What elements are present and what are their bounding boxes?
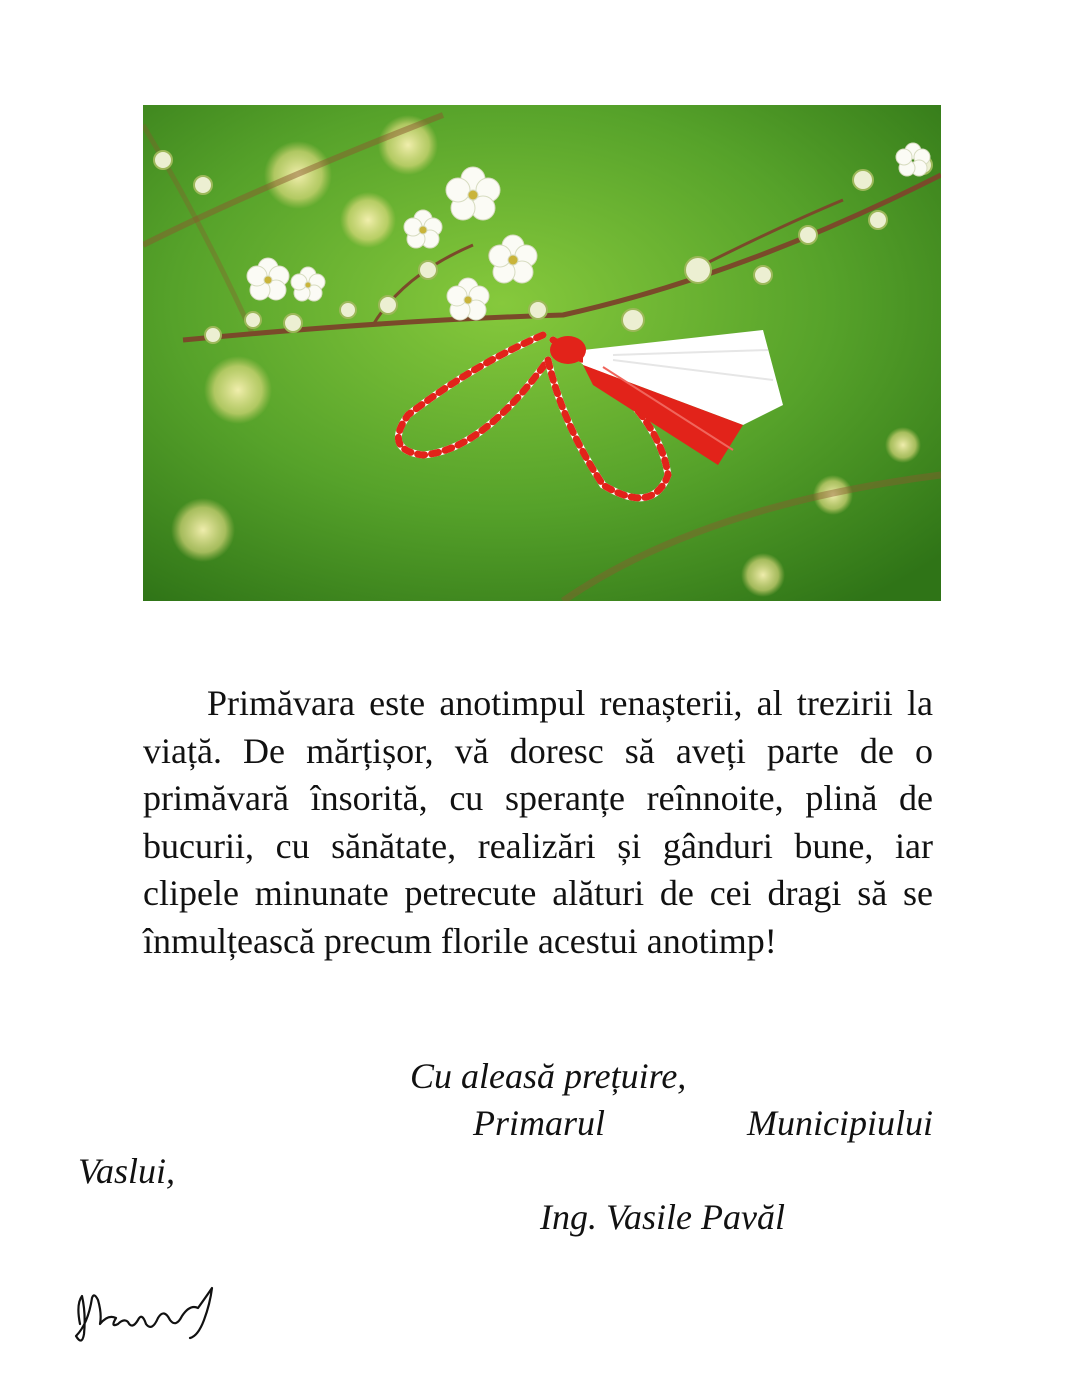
handwritten-signature [72,1284,222,1350]
signatory-name: Ing. Vasile Pavăl [540,1197,785,1237]
greeting-paragraph: Primăvara este anotimpul renașterii, al trezirii la viață. De mărțișor, vă doresc să aveți parte de o primăvară însorită, cu speranțe reînnoite, plină de bucurii, cu sănătate, realizări și gânduri bune, iar clipele minunate petrecute alături de cei dragi să se înmulțească precum florile acestui anotimp! [143,683,933,961]
mayor-title-line [473,1100,933,1147]
closing-salutation: Cu aleasă prețuire, [410,1056,687,1096]
martisor-illustration [143,105,941,601]
mayor-title-word: Primarul [473,1103,606,1143]
martisor-photo [143,105,941,601]
city-name: Vaslui, [78,1151,176,1191]
municipality-word: Municipiului [747,1103,933,1143]
